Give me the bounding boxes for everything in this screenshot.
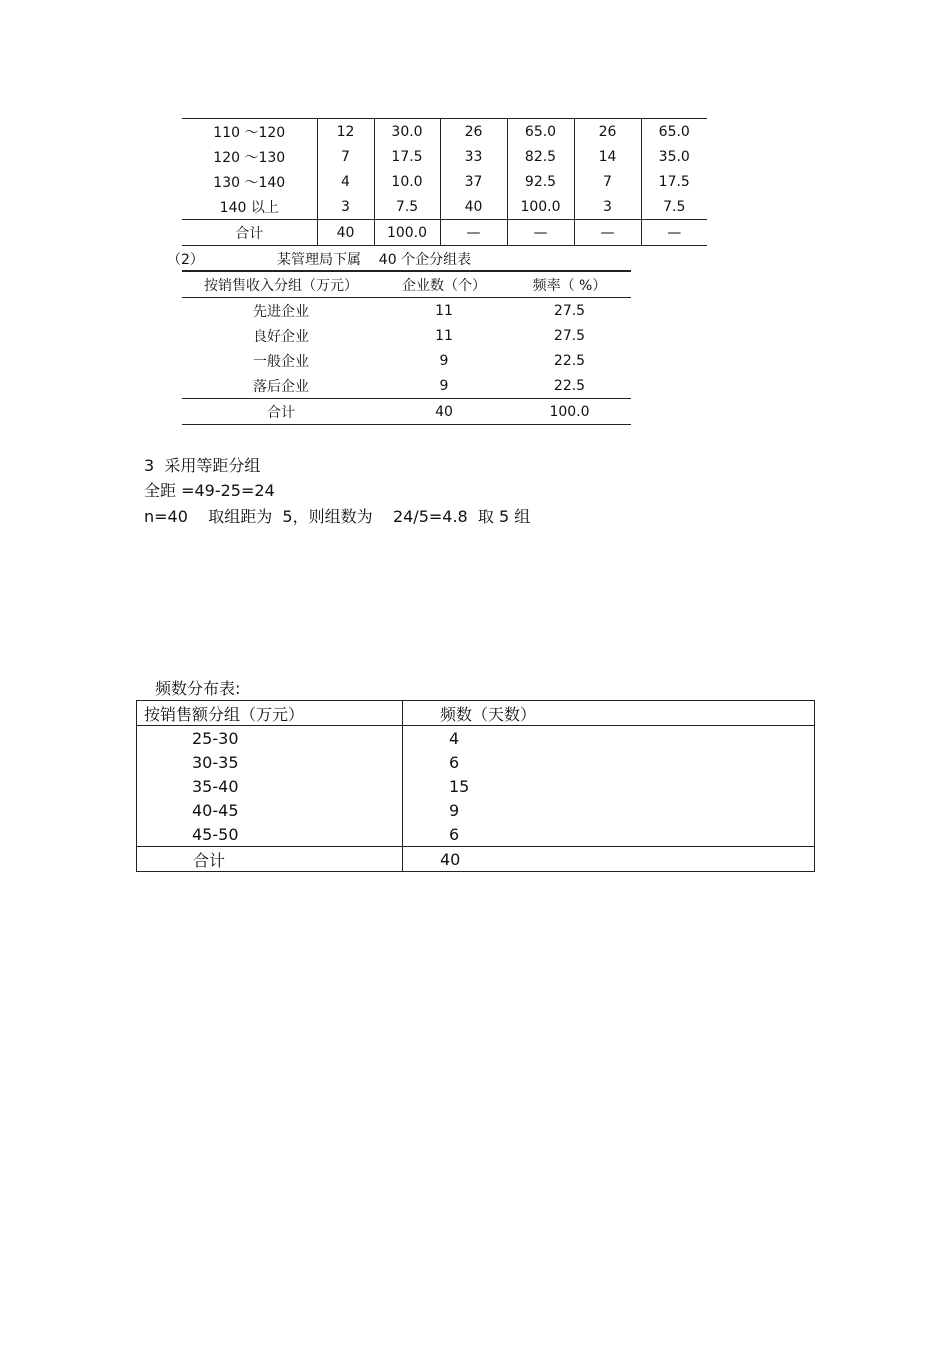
column-header: 企业数（个） xyxy=(380,271,508,298)
table-cell: 130 ～140 xyxy=(213,174,286,191)
table-row xyxy=(182,169,707,194)
table-cell: 65.0 xyxy=(507,119,574,145)
table-row xyxy=(182,348,631,373)
table-header-row xyxy=(137,701,815,726)
table-cell: 30-35 xyxy=(137,750,403,774)
paragraph-line: 全距 =49-25=24 xyxy=(144,481,275,500)
table-cell: 40 xyxy=(317,220,374,246)
table-cell: 100.0 xyxy=(508,399,631,425)
table-row xyxy=(182,144,707,169)
table-cell: 9 xyxy=(439,377,449,394)
table-cell: 7 xyxy=(317,144,374,169)
table-cell: 40 xyxy=(440,194,507,220)
table-cell: 26 xyxy=(440,119,507,145)
frequency-distribution-table xyxy=(136,700,815,872)
table-row xyxy=(182,323,631,348)
column-header: 频率（ %） xyxy=(508,271,631,298)
table-cell: 40 xyxy=(403,847,815,872)
column-header: 按销售额分组（万元） xyxy=(137,701,403,726)
table-cell: 15 xyxy=(403,774,815,798)
table-row xyxy=(137,822,815,847)
table-cell: 4 xyxy=(403,726,815,751)
table-row xyxy=(137,726,815,751)
table-cell: 4 xyxy=(317,169,374,194)
table-cell: 合计 xyxy=(182,399,380,425)
table-cell: 27.5 xyxy=(553,327,586,344)
table-cell: 35-40 xyxy=(137,774,403,798)
table-cell: 82.5 xyxy=(507,144,574,169)
table-cell: 3 xyxy=(317,194,374,220)
table-cell: 先进企业 xyxy=(253,303,309,320)
table-cell: 100.0 xyxy=(507,194,574,220)
table-cell: 35.0 xyxy=(641,144,707,169)
table-cell: 7.5 xyxy=(641,194,707,220)
table-cell: 9 xyxy=(403,798,815,822)
table-cell: 37 xyxy=(440,169,507,194)
table-cell: 45-50 xyxy=(137,822,403,847)
table-cell: 27.5 xyxy=(553,302,586,319)
table-cell: 25-30 xyxy=(137,726,403,751)
table-cell: 65.0 xyxy=(641,119,707,145)
table-cell: 120 ～130 xyxy=(213,149,286,166)
table-row xyxy=(137,750,815,774)
table-cell: 12 xyxy=(317,119,374,145)
table-cell: 3 xyxy=(574,194,641,220)
table-cell: 33 xyxy=(440,144,507,169)
table-cell: 40-45 xyxy=(137,798,403,822)
table-row xyxy=(182,119,707,145)
table-cell: 合计 xyxy=(182,220,317,246)
table-caption: 频数分布表: xyxy=(155,679,241,698)
table-cell: — xyxy=(641,220,707,246)
enterprise-group-table xyxy=(182,270,631,425)
paragraph-line: n=40 取组距为 5，则组数为 24/5=4.8 取 5 组 xyxy=(144,507,531,526)
table-cell: 良好企业 xyxy=(253,328,309,345)
table-cell: 9 xyxy=(439,352,449,369)
caption-title: 某管理局下属 40 个企分组表 xyxy=(277,252,472,268)
table-row xyxy=(182,373,631,399)
table-cell: 10.0 xyxy=(374,169,440,194)
table-cell: 140 以上 xyxy=(219,199,279,216)
cumulative-frequency-table xyxy=(182,118,707,246)
table-total-row xyxy=(182,399,631,425)
column-header: 频数（天数） xyxy=(403,701,815,726)
table-cell: 11 xyxy=(435,302,453,319)
table-cell: 17.5 xyxy=(641,169,707,194)
table-cell: 110 ～120 xyxy=(182,119,317,145)
table-header-row xyxy=(182,271,631,298)
table-row xyxy=(182,194,707,220)
table-cell: 22.5 xyxy=(553,352,586,369)
table-cell: 100.0 xyxy=(374,220,440,246)
table-row xyxy=(137,774,815,798)
table-cell: — xyxy=(574,220,641,246)
table-cell: 合计 xyxy=(137,847,403,872)
table-cell: 11 xyxy=(435,327,453,344)
column-header: 按销售收入分组（万元） xyxy=(182,271,380,298)
table-row xyxy=(137,798,815,822)
table-cell: 14 xyxy=(574,144,641,169)
table-caption xyxy=(167,249,471,269)
table-total-row xyxy=(137,847,815,872)
table-cell: 6 xyxy=(403,822,815,847)
table-cell: 7.5 xyxy=(374,194,440,220)
table-cell: 30.0 xyxy=(374,119,440,145)
table-cell: 92.5 xyxy=(507,169,574,194)
table-cell: — xyxy=(507,220,574,246)
table-row xyxy=(182,298,631,324)
table-cell: — xyxy=(440,220,507,246)
table-cell: 40 xyxy=(380,399,508,425)
table-cell: 17.5 xyxy=(374,144,440,169)
table-cell: 落后企业 xyxy=(253,378,309,395)
paragraph-line: 3 采用等距分组 xyxy=(144,456,261,475)
table-cell: 22.5 xyxy=(553,377,586,394)
table-cell: 26 xyxy=(574,119,641,145)
caption-number: （2） xyxy=(167,252,204,268)
table-cell: 6 xyxy=(403,750,815,774)
table-total-row xyxy=(182,220,707,246)
table-cell: 7 xyxy=(574,169,641,194)
table-cell: 一般企业 xyxy=(253,353,309,370)
